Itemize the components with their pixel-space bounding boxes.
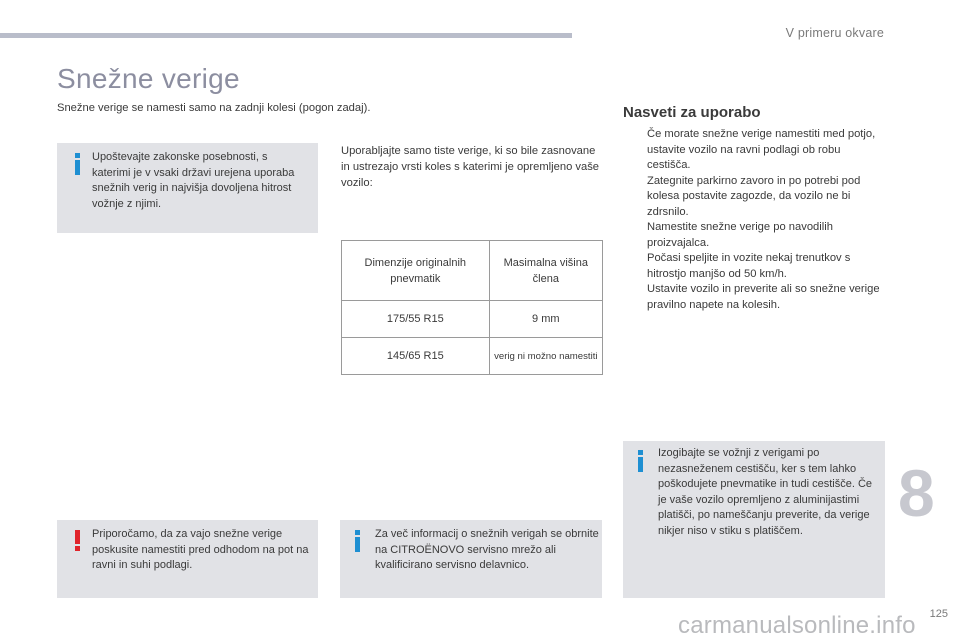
tip-text: Če morate snežne verige namestiti med potjo, ustavite vozilo na ravni podlagi ob robu cestišča.: [647, 128, 876, 171]
tips-list: [623, 127, 885, 313]
law-note-text: Upoštevajte zakonske posebnosti, s katerimi je v vsaki državi urejena uporaba snežnih verig in najvišja dovoljena hitrost vožnje z njimi.: [92, 151, 295, 210]
watermark: carmanualsonline.info: [678, 612, 916, 639]
chapter-number: 8: [898, 456, 935, 530]
tip-text: Počasi speljite in vozite nekaj trenutkov s hitrostjo manjšo od 50 km/h.: [647, 252, 851, 280]
law-info-note: [57, 143, 318, 233]
tip-text: Zategnite parkirno zavoro in po potrebi pod kolesa postavite zagozde, da vozilo ne bi zdrsnilo.: [647, 174, 861, 218]
table-cell: 145/65 R15: [342, 338, 490, 375]
info-icon: [638, 450, 643, 472]
list-item: [623, 220, 885, 251]
tip-text: Namestite snežne verige po navodilih proizvajalca.: [647, 221, 833, 249]
list-item: [623, 127, 885, 174]
table-cell: verig ni možno namestiti: [489, 338, 602, 375]
table-row: [342, 338, 603, 375]
list-item: [623, 174, 885, 221]
table-header: Masimalna višina člena: [489, 241, 602, 301]
info-icon: [75, 153, 80, 175]
table-row: [342, 301, 603, 338]
service-note-text: Za več informacij o snežnih verigah se obrnite na CITROËNOVO servisno mrežo ali kvalificirano servisno delavnico.: [375, 528, 599, 571]
tip-text: Ustavite vozilo in preverite ali so snežne verige pravilno napete na kolesih.: [647, 283, 880, 311]
table-cell: 9 mm: [489, 301, 602, 338]
intro-text: Snežne verige se namesti samo na zadnji kolesi (pogon zadaj).: [57, 102, 371, 114]
page-number: 125: [929, 608, 948, 620]
info-icon: [355, 530, 360, 552]
avoid-note-text: Izogibajte se vožnji z verigami po nezasneženem cestišču, ker s tem lahko poškodujete pnevmatike in tudi cestišče. Če je vaše vozilo opremljeno z aluminijastimi platišči, po nameščanju preverite, da verige nikjer niso v stiku s platiščem.: [658, 447, 873, 537]
header-rule: [0, 33, 572, 38]
page-title: Snežne verige: [57, 63, 240, 94]
tips-title: Nasveti za uporabo: [623, 104, 761, 121]
chain-dimensions-table: [341, 240, 603, 375]
practice-warning-note: [57, 520, 318, 598]
table-header-row: [342, 241, 603, 301]
usage-text: Uporabljajte samo tiste verige, ki so bile zasnovane in ustrezajo vrsti koles s katerimi je opremljeno vaše vozilo:: [341, 145, 600, 189]
list-item: [623, 251, 885, 282]
service-info-note: [340, 520, 602, 598]
table-cell: 175/55 R15: [342, 301, 490, 338]
section-header: V primeru okvare: [785, 26, 884, 40]
avoid-info-note: [623, 441, 885, 598]
table-header: Dimenzije originalnih pnevmatik: [342, 241, 490, 301]
practice-note-text: Priporočamo, da za vajo snežne verige poskusite namestiti pred odhodom na pot na ravni in suhi podlagi.: [92, 528, 309, 571]
warning-icon: [75, 530, 80, 551]
list-item: [623, 282, 885, 313]
